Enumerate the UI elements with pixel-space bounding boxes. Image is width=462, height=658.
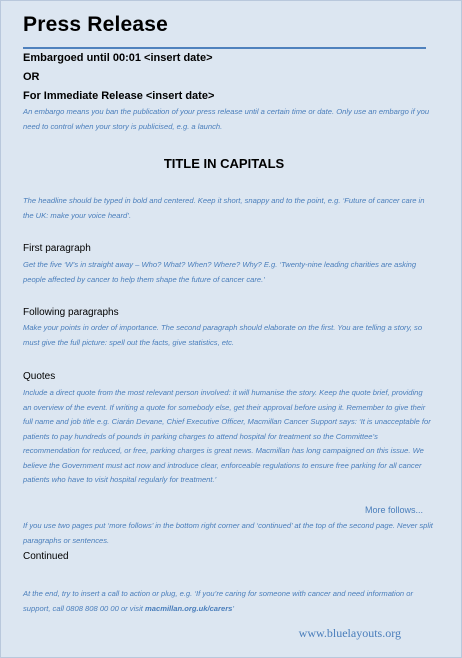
first-paragraph-label: First paragraph [23, 243, 91, 254]
page-title: Press Release [23, 13, 169, 36]
quotes-label: Quotes [23, 371, 56, 382]
first-paragraph-hint: Get the five ‘W’s in straight away – Who? What? When? Where? Why? E.g. ‘Twenty-nine leading charities are asking people affected by cancer to help them shape the future of cancer care.’ [23, 260, 417, 284]
quotes-hint: Include a direct quote from the most relevant person involved: it will humanise the story. Keep the quote brief, providing an overview of the event. If writing a quote for somebody else, get their approval before using it. Remember to give their full name and job title e.g. Ciarán Devane, Chief Executive Officer, Macmillan Cancer Support says: ‘It is unacceptable for patients to pay hundreds of pounds in parking charges to attend hospital for treatment so the Committee’s recommendation for reduced, or free, parking charges is great news. Macmillan has long campaigned on this issue. We believe the Government must act now and introduce clear, enforceable regulations to ensure free parking for all cancer patients who have to visit hospital regularly for treatment.’ [23, 388, 431, 484]
carers-link[interactable]: macmillan.org.uk/carers [145, 603, 233, 613]
call-to-action-tail: ’ [232, 603, 235, 613]
following-paragraphs-hint: Make your points in order of importance. The second paragraph should elaborate on the first. You are telling a story, so must give the full picture: spell out the facts, give statistics, etc. [23, 323, 423, 347]
two-pages-hint: If you use two pages put ‘more follows’ in the bottom right corner and ‘continued’ at the top of the second page. Never split paragraphs or sentences. [23, 521, 433, 545]
or-line: OR [23, 71, 40, 83]
call-to-action-hint [23, 587, 433, 616]
more-follows: More follows... [364, 505, 423, 515]
footer-website[interactable]: www.bluelayouts.org [298, 626, 401, 640]
title-divider [23, 47, 426, 49]
headline: TITLE IN CAPITALS [163, 156, 285, 171]
continued-label: Continued [23, 551, 69, 562]
headline-hint: The headline should be typed in bold and centered. Keep it short, snappy and to the point, e.g. ‘Future of cancer care in the UK: make your voice heard’. [23, 196, 425, 220]
following-paragraphs-label: Following paragraphs [23, 307, 119, 318]
immediate-release-line: For Immediate Release <insert date> [23, 90, 215, 102]
call-to-action-text: At the end, try to insert a call to action or plug, e.g. ‘If you’re caring for someone with cancer and need information or support, call 0808 808 00 00 or visit [23, 589, 414, 613]
embargo-line: Embargoed until 00:01 <insert date> [23, 52, 213, 64]
embargo-hint: An embargo means you ban the publication of your press release until a certain time or date. Only use an embargo if you need to control when your story is publicised, e.g. a launch. [23, 107, 430, 131]
